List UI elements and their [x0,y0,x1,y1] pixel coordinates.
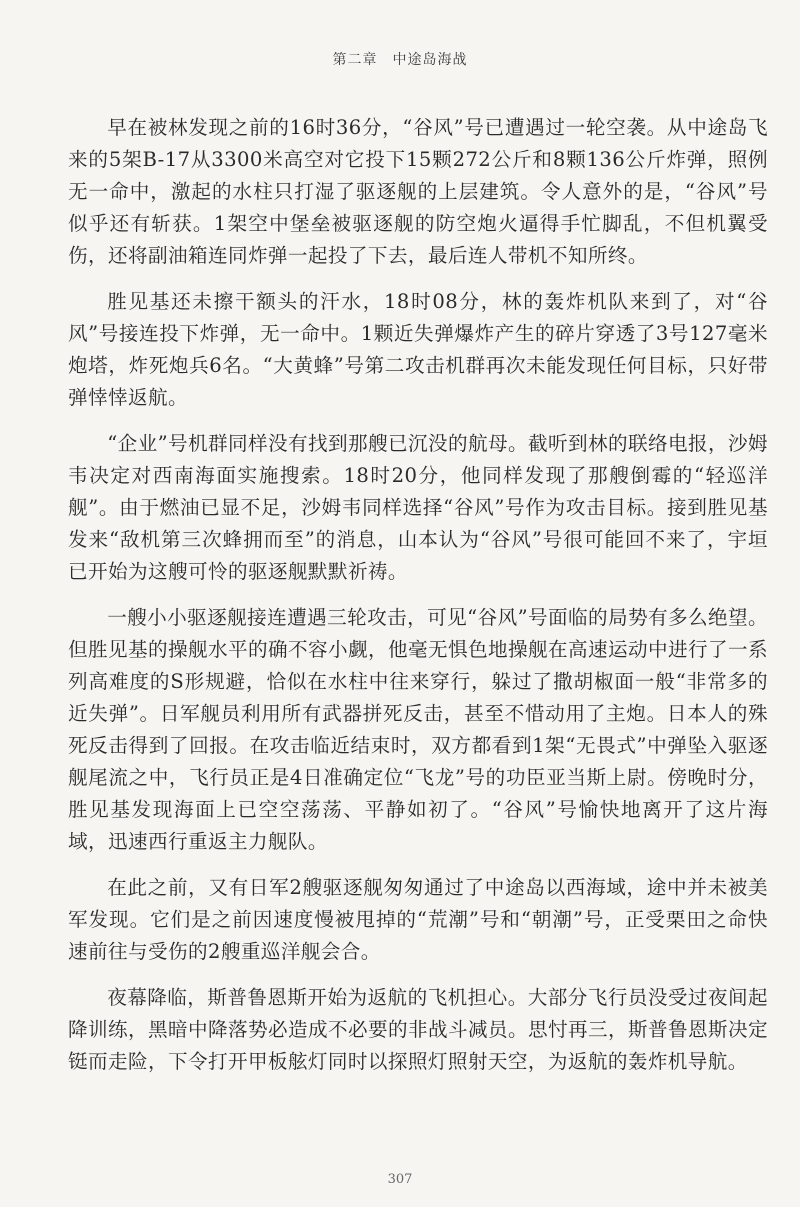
body-text [68,112,768,1092]
paragraph-2: 胜见基还未擦干额头的汗水，18时08分，林的轰炸机队来到了，对“谷风”号接连投下炸弹，无一命中。1颗近失弹爆炸产生的碎片穿透了3号127毫米炮塔，炸死炮兵6名。“大黄蜂”号第二攻击机群再次未能发现任何目标，只好带弹悻悻返航。 [68,290,768,409]
paragraph-4: 一艘小小驱逐舰接连遭遇三轮攻击，可见“谷风”号面临的局势有多么绝望。但胜见基的操舰水平的确不容小觑，他毫无惧色地操舰在高速运动中进行了一系列高难度的S形规避，恰似在水柱中往来穿行，躲过了撒胡椒面一般“非常多的近失弹”。日军舰员利用所有武器拼死反击，甚至不惜动用了主炮。日本人的殊死反击得到了回报。在攻击临近结束时，双方都看到1架“无畏式”中弹坠入驱逐舰尾流之中，飞行员正是4日准确定位“飞龙”号的功臣亚当斯上尉。傍晚时分，胜见基发现海面上已空空荡荡、平静如初了。“谷风”号愉快地离开了这片海域，迅速西行重返主力舰队。 [68,606,768,853]
paragraph-1: 早在被林发现之前的16时36分，“谷风”号已遭遇过一轮空袭。从中途岛飞来的5架B-17从3300米高空对它投下15颗272公斤和8颗136公斤炸弹，照例无一命中，激起的水柱只打湿了驱逐舰的上层建筑。令人意外的是，“谷风”号似乎还有斩获。1架空中堡垒被驱逐舰的防空炮火逼得手忙脚乱，不但机翼受伤，还将副油箱连同炸弹一起投了下去，最后连人带机不知所终。 [68,116,768,267]
paragraph-3: “企业”号机群同样没有找到那艘已沉没的航母。截听到林的联络电报，沙姆韦决定对西南海面实施搜索。18时20分，他同样发现了那艘倒霉的“轻巡洋舰”。由于燃油已显不足，沙姆韦同样选择“谷风”号作为攻击目标。接到胜见基发来“敌机第三次蜂拥而至”的消息，山本认为“谷风”号很可能回不来了，宇垣已开始为这艘可怜的驱逐舰默默祈祷。 [68,432,768,583]
paragraph-5: 在此之前，又有日军2艘驱逐舰匆匆通过了中途岛以西海域，途中并未被美军发现。它们是之前因速度慢被甩掉的“荒潮”号和“朝潮”号，正受栗田之命快速前往与受伤的2艘重巡洋舰会合。 [68,876,768,963]
page-number: 307 [387,1172,413,1187]
paragraph-6: 夜幕降临，斯普鲁恩斯开始为返航的飞机担心。大部分飞行员没受过夜间起降训练，黑暗中降落势必造成不必要的非战斗减员。思忖再三，斯普鲁恩斯决定铤而走险，下令打开甲板舷灯同时以探照灯照射天空，为返航的轰炸机导航。 [68,986,768,1073]
chapter-header: 第二章 中途岛海战 [332,52,468,68]
